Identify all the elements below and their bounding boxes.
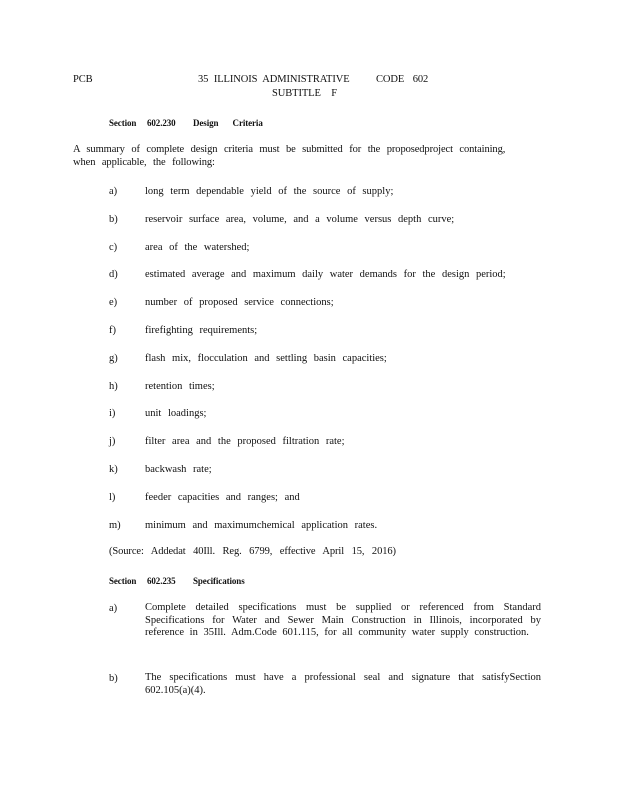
source-note: (Source: Addedat 40Ill. Reg. 6799, effective April 15, 2016)	[109, 546, 396, 557]
list-item	[0, 380, 618, 394]
header-subtitle: SUBTITLE F	[272, 88, 338, 99]
list-item-label: a)	[109, 186, 118, 197]
list-item	[0, 241, 618, 255]
list-item	[0, 407, 618, 421]
section-number: 602.230	[147, 118, 176, 128]
list-item-text: number of proposed service connections;	[145, 297, 334, 308]
list-item	[0, 463, 618, 477]
list-item	[0, 324, 618, 338]
list-item-label: h)	[109, 381, 118, 392]
list-item-text: The specifications must have a professional seal and signature that satisfySection 602.105(a)(4).	[145, 672, 541, 696]
list-item-text: long term dependable yield of the source of supply;	[145, 186, 394, 197]
intro-paragraph: A summary of complete design criteria must be submitted for the proposedproject containing, when applicable, the following:	[73, 144, 506, 168]
section-number: 602.235	[147, 576, 176, 586]
section-title: Specifications	[193, 576, 245, 586]
list-item-text: backwash rate;	[145, 464, 212, 475]
header-code: CODE 602	[376, 74, 429, 85]
list-item-label: b)	[109, 673, 118, 684]
list-item	[0, 352, 618, 366]
section-title: Design Criteria	[193, 118, 263, 128]
list-item-text: unit loadings;	[145, 408, 207, 419]
list-item-text: flash mix, flocculation and settling basin capacities;	[145, 353, 387, 364]
list-item	[0, 519, 618, 533]
list-item-text: firefighting requirements;	[145, 325, 258, 336]
list-item-label: d)	[109, 269, 118, 280]
list-item-text: reservoir surface area, volume, and a volume versus depth curve;	[145, 214, 455, 225]
list-item-label: a)	[109, 603, 118, 614]
list-item-text: estimated average and maximum daily water demands for the design period;	[145, 269, 506, 280]
list-item-text: minimum and maximumchemical application rates.	[145, 520, 378, 531]
list-item-label: m)	[109, 520, 121, 531]
list-item	[0, 296, 618, 310]
list-item-label: c)	[109, 242, 118, 253]
list-item-label: i)	[109, 408, 116, 419]
list-item-label: g)	[109, 353, 118, 364]
list-item-text: retention times;	[145, 381, 215, 392]
header-agency: PCB	[73, 74, 93, 85]
list-item-text: Complete detailed specifications must be supplied or referenced from Standard Specifications for Water and Sewer Main Construction in Illinois, incorporated by reference in 35Ill. Adm.Code 601.115, for all community water supply construction.	[145, 602, 541, 638]
header-title: 35 ILLINOIS ADMINISTRATIVE	[198, 74, 350, 85]
list-item-label: l)	[109, 492, 116, 503]
list-item-label: k)	[109, 464, 118, 475]
list-item	[0, 435, 618, 449]
list-item-label: e)	[109, 297, 118, 308]
list-item-label: j)	[109, 436, 116, 447]
list-item	[0, 185, 618, 199]
list-item-label: f)	[109, 325, 116, 336]
section-label: Section	[109, 576, 137, 586]
list-item-text: filter area and the proposed filtration rate;	[145, 436, 345, 447]
list-item	[0, 491, 618, 505]
list-item-text: feeder capacities and ranges; and	[145, 492, 300, 503]
list-item-label: b)	[109, 214, 118, 225]
section-label: Section	[109, 118, 137, 128]
list-item	[0, 268, 618, 282]
list-item	[0, 213, 618, 227]
list-item-text: area of the watershed;	[145, 242, 250, 253]
